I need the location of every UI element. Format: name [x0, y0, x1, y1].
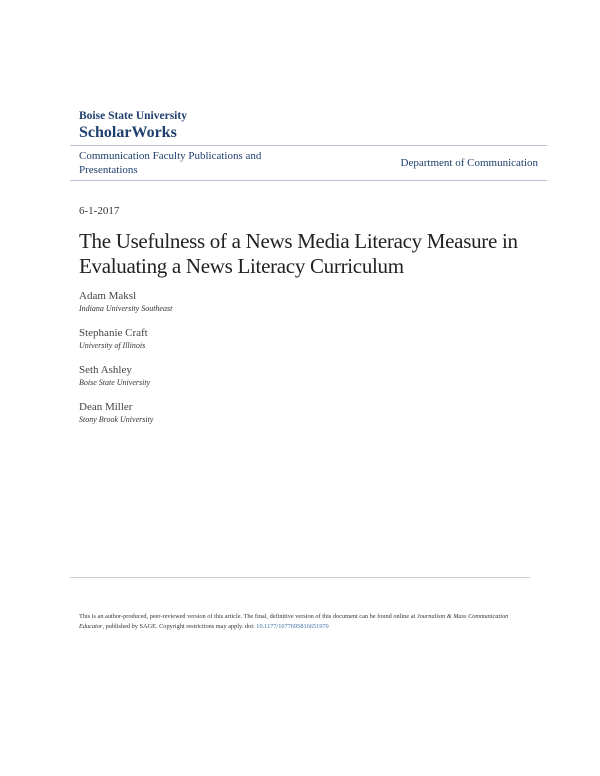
doi-link[interactable]: 10.1177/1077695816651970 — [256, 623, 329, 630]
author-list — [79, 290, 479, 438]
author-entry — [79, 327, 479, 364]
footnote-text: , published by SAGE. Copyright restrictions may apply. doi: — [102, 623, 257, 630]
department-link[interactable]: Department of Communication — [400, 157, 538, 169]
journal-name: Journalism & Mass Communication Educator — [79, 613, 509, 630]
author-name: Seth Ashley — [79, 364, 132, 376]
collection-header-bar — [70, 145, 547, 181]
author-name: Adam Maksl — [79, 290, 137, 302]
paper-title: The Usefulness of a News Media Literacy Measure in Evaluating a News Literacy Curriculum — [79, 229, 518, 278]
footnote-text: This is an author-produced, peer-reviewed version of this article. The final, definitive version of this document can be found online at — [79, 613, 417, 620]
repository-name: ScholarWorks — [79, 124, 177, 141]
author-entry — [79, 290, 479, 327]
author-affiliation: Boise State University — [79, 378, 151, 387]
author-affiliation: Indiana University Southeast — [79, 304, 173, 313]
author-entry — [79, 364, 479, 401]
author-name: Stephanie Craft — [79, 327, 148, 339]
author-name: Dean Miller — [79, 401, 133, 413]
author-entry — [79, 401, 479, 438]
author-affiliation: Stony Brook University — [79, 415, 154, 424]
institution-name: Boise State University — [79, 110, 187, 122]
version-footnote — [79, 612, 529, 632]
divider — [70, 577, 530, 578]
author-affiliation: University of Illinois — [79, 341, 146, 350]
publication-date: 6-1-2017 — [79, 205, 120, 217]
repository-logo[interactable] — [79, 110, 187, 142]
collection-link[interactable]: Communication Faculty Publications and Presentations — [79, 150, 262, 176]
